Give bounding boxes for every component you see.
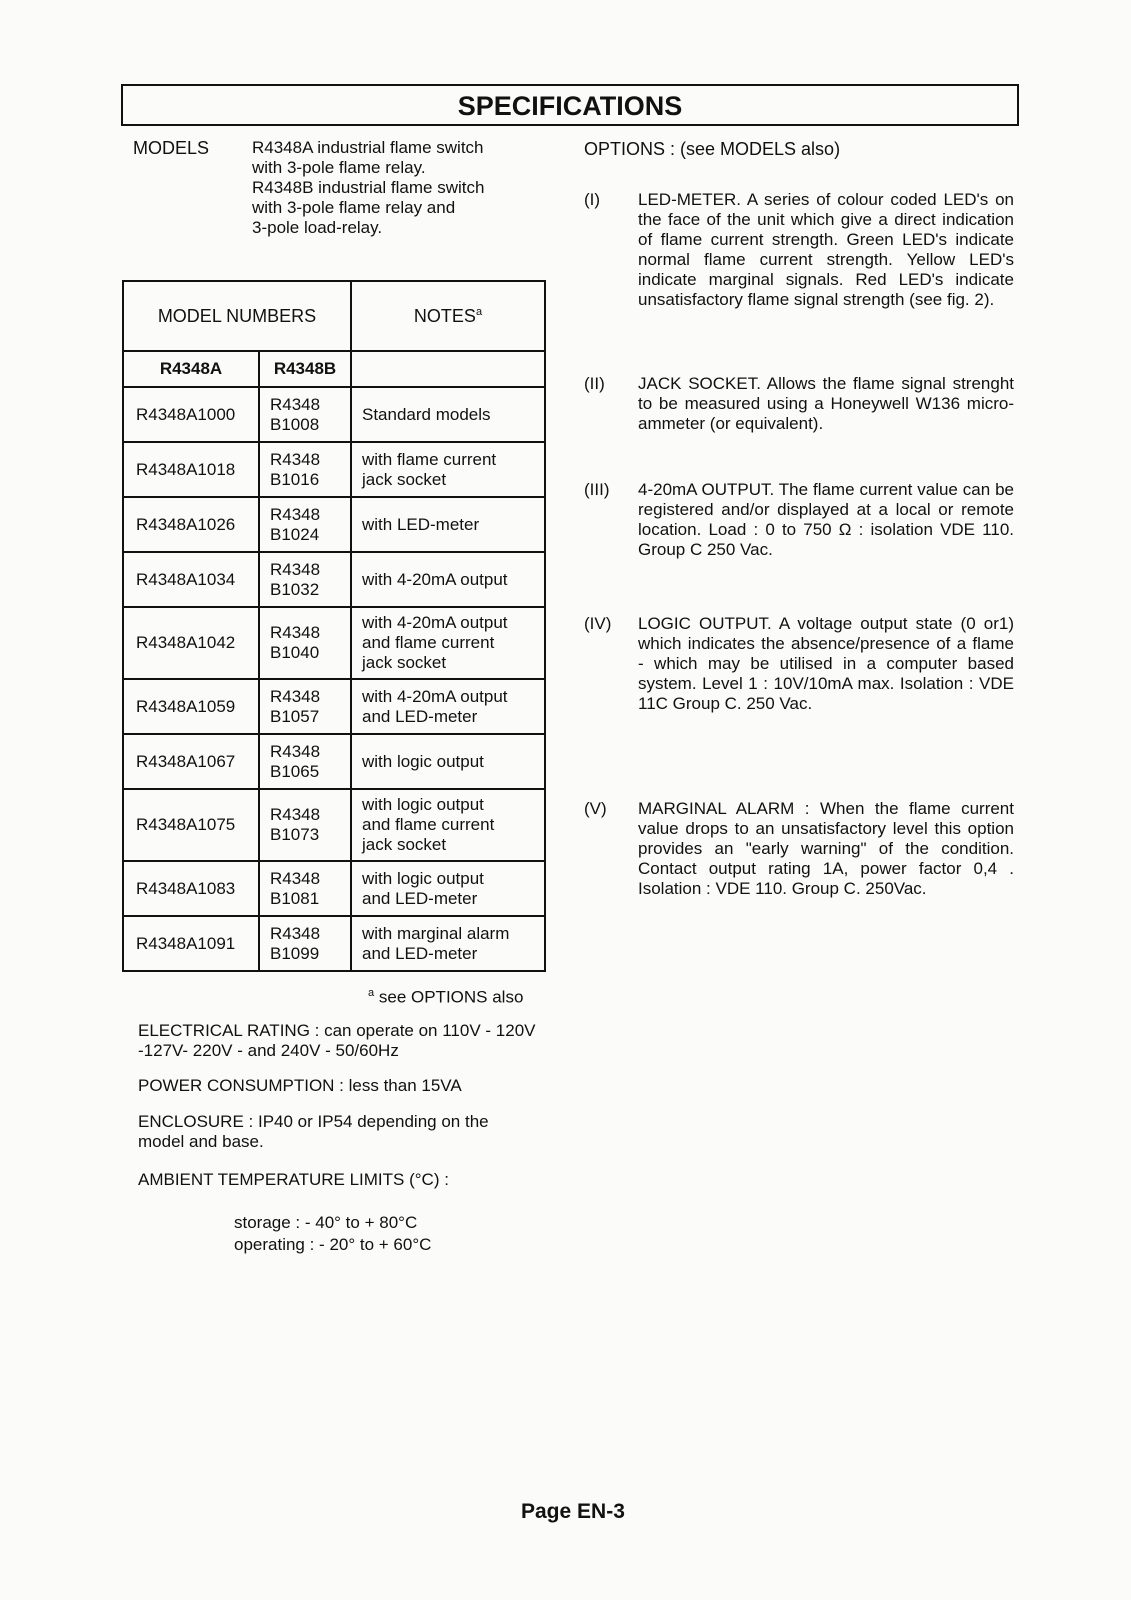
model-number-b (259, 734, 351, 789)
model-number-b-line: B1016 (270, 469, 320, 489)
model-number-b (259, 916, 351, 971)
models-line: with 3-pole flame relay and (252, 198, 456, 217)
model-number-a: R4348A1026 (123, 497, 259, 552)
model-numbers-table (122, 280, 546, 972)
table-row (123, 387, 545, 442)
enclosure: ENCLOSURE : IP40 or IP54 depending on the model and base. (138, 1112, 489, 1151)
model-number-b-line: R4348 (270, 394, 321, 414)
option-number: (V) (584, 799, 607, 818)
storage-temperature: storage : - 40° to + 80°C (234, 1213, 418, 1232)
page-title: SPECIFICATIONS (121, 84, 1019, 126)
model-notes (351, 679, 545, 734)
model-number-a: R4348A1018 (123, 442, 259, 497)
table-row (123, 679, 545, 734)
model-number-b-line: B1099 (270, 943, 320, 963)
model-number-a: R4348A1000 (123, 387, 259, 442)
table-row (123, 916, 545, 971)
model-notes (351, 552, 545, 607)
model-number-b-line: B1073 (270, 825, 320, 844)
table-row (123, 734, 545, 789)
model-number-b-line: R4348 (270, 741, 321, 761)
table-row (123, 552, 545, 607)
model-number-b-line: R4348 (270, 449, 321, 469)
model-notes (351, 387, 545, 442)
notes-line: with logic output (362, 751, 484, 771)
option-text: 4-20mA OUTPUT. The flame current value can be registered and/or displayed at a local or remote location. Load : 0 to 750 Ω : isolation VDE 110. Group C 250 Vac. (638, 480, 1014, 559)
model-number-b (259, 387, 351, 442)
model-number-a: R4348A1083 (123, 861, 259, 916)
models-line: with 3-pole flame relay. (252, 158, 426, 177)
model-number-b (259, 607, 351, 679)
operating-temperature: operating : - 20° to + 60°C (234, 1235, 432, 1254)
notes-line: and LED-meter (362, 706, 478, 726)
option-number: (II) (584, 374, 605, 393)
page-number: Page EN-3 (521, 1500, 625, 1523)
notes-line: with 4-20mA output (362, 569, 508, 589)
model-number-b-line: R4348 (270, 868, 321, 888)
model-notes (351, 442, 545, 497)
option-text: MARGINAL ALARM : When the flame current value drops to an unsatisfactory level this option provides an "early warning" of the condition. Contact output rating 1A, power factor 0,4 . Isolation : VDE 110. Group C. 250Vac. (638, 799, 1014, 898)
model-number-b-line: R4348 (270, 686, 321, 706)
notes-line: and LED-meter (362, 943, 478, 963)
notes-line: with 4-20mA output (362, 613, 508, 632)
option-logic-output (584, 614, 1014, 714)
table-row (123, 789, 545, 861)
model-number-b-line: B1032 (270, 579, 320, 599)
model-number-b-line: B1008 (270, 414, 320, 434)
model-number-a: R4348A1042 (123, 607, 259, 679)
option-number: (IV) (584, 614, 612, 633)
model-number-b-line: R4348 (270, 504, 321, 524)
option-number: (III) (584, 480, 610, 499)
model-number-b-line: R4348 (270, 923, 321, 943)
column-r4348a: R4348A (123, 351, 259, 387)
model-number-b-line: R4348 (270, 805, 321, 824)
model-number-b-line: B1065 (270, 761, 320, 781)
model-notes (351, 789, 545, 861)
model-number-b-line: R4348 (270, 623, 321, 642)
models-label: MODELS (133, 138, 210, 158)
table-row (123, 861, 545, 916)
model-notes (351, 497, 545, 552)
model-number-b (259, 861, 351, 916)
notes-line: with flame current (362, 449, 497, 469)
notes-line: with logic output (362, 795, 484, 814)
model-number-a: R4348A1075 (123, 789, 259, 861)
model-number-b (259, 497, 351, 552)
model-notes (351, 861, 545, 916)
model-number-a: R4348A1091 (123, 916, 259, 971)
option-led-meter (584, 190, 1014, 310)
header-notes: NOTES$^a$ (351, 281, 545, 351)
model-number-b (259, 442, 351, 497)
model-number-b (259, 679, 351, 734)
temperature-limits (234, 1212, 431, 1256)
model-number-b-line: B1081 (270, 888, 320, 908)
notes-line: with marginal alarm (362, 923, 510, 943)
model-number-b-line: B1024 (270, 524, 320, 544)
notes-line: jack socket (362, 835, 447, 854)
notes-line: Standard models (362, 404, 491, 424)
notes-line: and flame current (362, 633, 495, 652)
option-number: (I) (584, 190, 601, 209)
model-number-a: R4348A1034 (123, 552, 259, 607)
column-notes-blank (351, 351, 545, 387)
notes-line: with logic output (362, 868, 484, 888)
model-number-b-line: B1040 (270, 643, 320, 662)
notes-line: with LED-meter (362, 514, 480, 534)
option-marginal-alarm (584, 799, 1014, 899)
header-model-numbers: MODEL NUMBERS (123, 281, 351, 351)
notes-line: and flame current (362, 815, 495, 834)
model-number-b-line: R4348 (270, 559, 321, 579)
option-text: JACK SOCKET. Allows the flame signal strenght to be measured using a Honeywell W136 micro-ammeter (or equivalent). (638, 374, 1014, 433)
models-line: 3-pole load-relay. (252, 218, 383, 237)
table-row (123, 607, 545, 679)
notes-line: with 4-20mA output (362, 686, 508, 706)
model-number-a: R4348A1067 (123, 734, 259, 789)
table-row (123, 442, 545, 497)
notes-line: jack socket (362, 469, 447, 489)
models-description (252, 138, 552, 238)
column-r4348b: R4348B (259, 351, 351, 387)
model-notes (351, 734, 545, 789)
power-consumption: POWER CONSUMPTION : less than 15VA (138, 1076, 462, 1095)
models-line: R4348B industrial flame switch (252, 178, 485, 197)
model-number-b-line: B1057 (270, 706, 320, 726)
notes-line: jack socket (362, 653, 447, 672)
ambient-temperature-heading: AMBIENT TEMPERATURE LIMITS (°C) : (138, 1170, 449, 1189)
option-4-20ma-output (584, 480, 1014, 560)
option-text: LED-METER. A series of colour coded LED's on the face of the unit which give a direct indication of flame current strength. Green LED's indicate normal flame current strength. Yellow LED's indicate marginal signals. Red LED's indicate unsatisfactory flame signal strength (see fig. 2). (638, 190, 1014, 309)
electrical-rating: ELECTRICAL RATING : can operate on 110V - 120V -127V- 220V - and 240V - 50/60Hz (138, 1021, 536, 1060)
model-notes (351, 607, 545, 679)
footnote: $^a$ see OPTIONS also (368, 987, 524, 1007)
notes-line: and LED-meter (362, 888, 478, 908)
model-number-a: R4348A1059 (123, 679, 259, 734)
models-line: R4348A industrial flame switch (252, 138, 484, 157)
option-text: LOGIC OUTPUT. A voltage output state (0 or1) which indicates the absence/presence of a flame - which may be utilised in a computer based system. Level 1 : 10V/10mA max. Isolation : VDE 11C Group C. 250 Vac. (638, 614, 1014, 713)
table-row (123, 497, 545, 552)
option-jack-socket (584, 374, 1014, 434)
model-number-b (259, 552, 351, 607)
options-title: OPTIONS : (see MODELS also) (584, 139, 841, 159)
model-number-b (259, 789, 351, 861)
model-notes (351, 916, 545, 971)
